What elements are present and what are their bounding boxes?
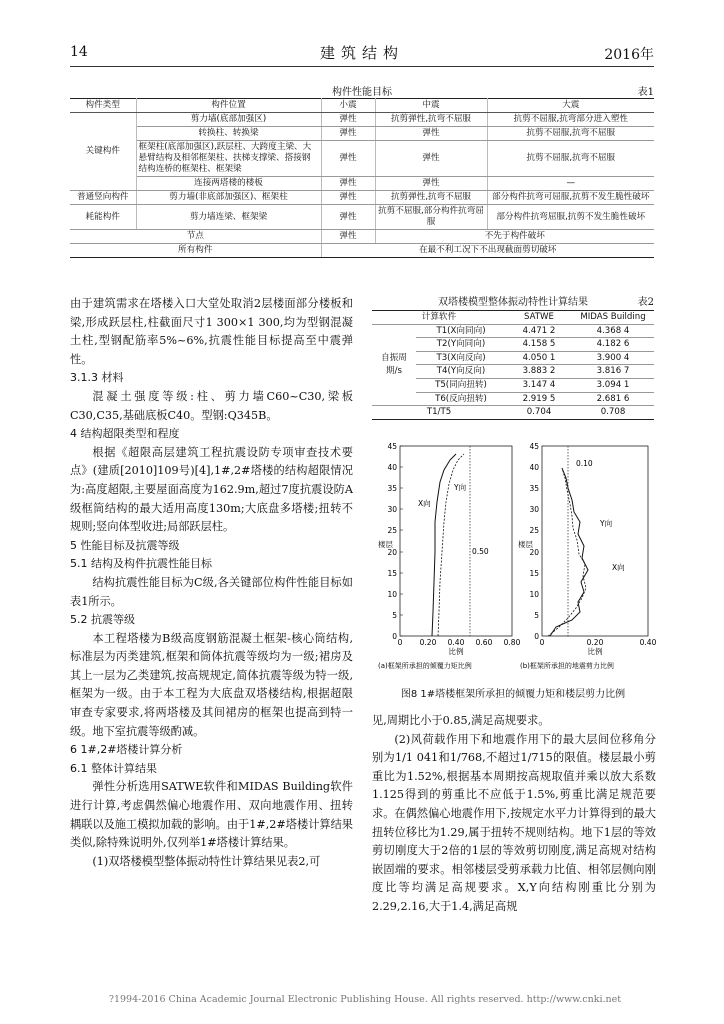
table1-cell: 节点 bbox=[70, 230, 321, 244]
table1-cell: 弹性 bbox=[321, 141, 375, 177]
chart-a-ylabel: 楼层 bbox=[378, 540, 393, 549]
section-heading: 4 结构超限类型和程度 bbox=[70, 427, 180, 441]
table1-cell: 剪力墙连梁、框架梁 bbox=[136, 205, 321, 230]
table2-cell: T3(X向反向) bbox=[416, 351, 506, 365]
ytick-label: 25 bbox=[387, 526, 397, 535]
right-column bbox=[372, 712, 656, 917]
table2-header-cell: 计算软件 bbox=[372, 311, 506, 325]
section-heading: 5 性能目标及抗震等级 bbox=[70, 538, 180, 552]
table1-cell: 弹性 bbox=[375, 127, 487, 141]
chart-b-xlabel: 比例 bbox=[587, 647, 603, 656]
paragraph: 由于建筑需求在塔楼入口大堂处取消2层楼面部分楼板和梁,形成跃层柱,柱截面尺寸1 300×1 300,均为型钢混凝土柱,型钢配筋率5%~6%,抗震性能目标提高至中震弹性。 bbox=[70, 297, 353, 366]
table2-cell: 3.094 1 bbox=[572, 378, 654, 392]
table2-cell: 3.816 7 bbox=[572, 365, 654, 379]
paragraph: (2)风荷载作用下和地震作用下的最大层间位移角分别为1/1 041和1/768,不超过1/715的限值。楼层最小剪重比为1.52%,根据基本周期按高规取值并乘以放大系数1.125得到的剪重比不应低于1.5%,剪重比满足规范要求。在偶然偏心地震作用下,按规定水平力计算得到的最大扭转位移比为1.29,属于扭转不规则结构。地下1层的等效剪切刚度大于2倍的1层的等效剪切刚度,满足高规对结构嵌固端的要求。相邻楼层受剪承载力比值、相邻层侧向刚度比等均满足高规要求。X,Y向结构刚重比分别为2.29,2.16,大于1.4,满足高规 bbox=[372, 732, 656, 913]
chart-b-label-y: Y向 bbox=[600, 519, 613, 528]
table1-cell: 抗剪不屈服,抗弯不屈服 bbox=[487, 141, 654, 177]
table-row bbox=[70, 127, 654, 141]
table2-header-cell: SATWE bbox=[506, 311, 572, 325]
paragraph: 根据《超限高层建筑工程抗震设防专项审查技术要点》(建质[2010]109号)[4],1#,2#塔楼的结构超限情况为:高度超限,主要屋面高度为162.9m,超过7度抗震设防A级框筒结构的最大适用高度130m;大底盘多塔楼;扭转不规则;竖向体型收进;局部跃层柱。 bbox=[70, 445, 353, 534]
paragraph: 本工程塔楼为B级高度钢筋混凝土框架-核心筒结构,标准层为丙类建筑,框架和筒体抗震等级均为一级;裙房及其上一层为乙类建筑,按高规规定,简体抗震等级为特一级,框架为一级。由于本工程为大底盘双塔楼结构,根据超限审查专家要求,将两塔楼及其间裙房的框架也提高到特一级。地下室抗震等级酌减。 bbox=[70, 631, 353, 738]
subcaption-a: (a)框架所承担的倾覆力矩比例 bbox=[378, 662, 472, 670]
paragraph: 混凝土强度等级:柱、剪力墙C60~C30,梁板C30,C35,基础底板C40。型钢:Q345B。 bbox=[70, 389, 353, 422]
table1-performance-targets bbox=[70, 98, 654, 258]
left-column bbox=[70, 295, 353, 871]
chart-a-xlabel: 比例 bbox=[448, 647, 464, 656]
xtick-label: 0.60 bbox=[475, 638, 493, 647]
table2-cell: 3.883 2 bbox=[506, 365, 572, 379]
table2-cell: 2.919 5 bbox=[506, 392, 572, 406]
table1-number: 表1 bbox=[637, 87, 654, 98]
table1-title: 构件性能目标 bbox=[332, 87, 392, 98]
table1-header-cell: 小震 bbox=[321, 99, 375, 113]
ytick-label: 30 bbox=[529, 505, 539, 514]
chart-b-series-x bbox=[550, 468, 588, 636]
table2-header-row bbox=[372, 311, 654, 325]
section-heading: 5.1 结构及构件抗震性能目标 bbox=[70, 557, 212, 571]
chart-b-ylabel: 楼层 bbox=[518, 540, 533, 549]
footer-copyright: ?1994-2016 China Academic Journal Electronic Publishing House. All rights reserved. http://www.cnki.net bbox=[108, 994, 622, 1005]
chart-b-xtick-labels bbox=[540, 638, 657, 656]
table2-cell: T5(同向扭转) bbox=[416, 378, 506, 392]
table1-cell: 剪力墙(底部加强区) bbox=[136, 113, 321, 127]
table1-cell: 在最不利工况下不出现截面剪切破坏 bbox=[321, 244, 654, 258]
ytick-label: 45 bbox=[387, 442, 397, 451]
table1-cell: 抗剪弹性,抗弯不屈服 bbox=[375, 113, 487, 127]
xtick-label: 0 bbox=[397, 638, 403, 647]
chart-a-series-x bbox=[432, 454, 456, 636]
chart-b-label-x: X向 bbox=[612, 563, 625, 572]
subcaption-b: (b)框架所承担的地震剪力比例 bbox=[520, 662, 614, 670]
ytick-label: 15 bbox=[387, 569, 397, 578]
chart-a-ref-label: 0.50 bbox=[472, 547, 489, 556]
table1-cell: 抗剪不屈服,抗弯不屈服 bbox=[487, 127, 654, 141]
paragraph: 见,周期比小于0.85,满足高规要求。 bbox=[372, 714, 550, 727]
page-header bbox=[70, 44, 654, 67]
table1-header-cell: 构件类型 bbox=[70, 99, 136, 113]
table2-cell: 3.900 4 bbox=[572, 351, 654, 365]
table1-cell: 关键构件 bbox=[70, 113, 136, 191]
chart-a-label-y: Y向 bbox=[454, 483, 467, 492]
table1-cell: 剪力墙(非底部加强区)、框架柱 bbox=[136, 191, 321, 205]
chart-a-label-x: X向 bbox=[418, 499, 431, 508]
table2-cell: 0.708 bbox=[572, 406, 654, 420]
table-row bbox=[70, 244, 654, 258]
table2-cell: 4.471 2 bbox=[506, 324, 572, 338]
chart-a-xtick-labels bbox=[398, 638, 521, 656]
table2-cell: T4(Y向反向) bbox=[416, 365, 506, 379]
section-heading: 6.1 整体计算结果 bbox=[70, 761, 157, 775]
table2-cell: 3.147 4 bbox=[506, 378, 572, 392]
table2-cell: 4.368 4 bbox=[572, 324, 654, 338]
table1-header-row bbox=[70, 99, 654, 113]
table1-caption bbox=[70, 83, 654, 98]
table1-cell: 弹性 bbox=[321, 113, 375, 127]
table1-cell: 耗能构件 bbox=[70, 205, 136, 230]
journal-year: 2016年 bbox=[604, 47, 654, 63]
chart-a-frame bbox=[400, 446, 512, 636]
table1-cell: 框架柱(底部加强区),跃层柱、大跨度主梁、大悬臂结构及相邻框架柱、扶梯支撑梁、搭接钢结构连桥的框架柱、框架梁 bbox=[136, 141, 321, 177]
table2-group-cell: 自振周期/s bbox=[372, 324, 416, 406]
section-heading: 3.1.3 材料 bbox=[70, 371, 124, 385]
ytick-label: 0 bbox=[534, 632, 539, 641]
figure8-caption: 图8 1#塔楼框架所承担的倾覆力矩和楼层剪力比例 bbox=[400, 689, 626, 700]
table1-cell: 抗剪弹性,抗弯不屈服 bbox=[375, 191, 487, 205]
table1-cell: 弹性 bbox=[375, 141, 487, 177]
table1-cell: 抗剪不屈服,部分构件抗弯屈服 bbox=[375, 205, 487, 230]
ytick-label: 0 bbox=[392, 632, 397, 641]
journal-title: 建筑结构 bbox=[319, 44, 404, 62]
table2-cell: T1/T5 bbox=[372, 406, 506, 420]
table2-cell: T6(反向扭转) bbox=[416, 392, 506, 406]
table1-header-cell: 大震 bbox=[487, 99, 654, 113]
ytick-label: 5 bbox=[392, 611, 397, 620]
ytick-label: 10 bbox=[529, 590, 539, 599]
ytick-label: 10 bbox=[387, 590, 397, 599]
table1-cell: 不先于构件破坏 bbox=[375, 230, 654, 244]
table-row bbox=[70, 113, 654, 127]
table-row bbox=[70, 230, 654, 244]
chart-b bbox=[518, 442, 657, 656]
table1-cell: 部分构件抗弯屈服,抗剪不发生脆性破坏 bbox=[487, 205, 654, 230]
table2-cell: 4.050 1 bbox=[506, 351, 572, 365]
paragraph: 结构抗震性能目标为C级,各关键部位构件性能目标如表1所示。 bbox=[70, 575, 353, 608]
table1-cell: 抗剪不屈服,抗弯部分进入塑性 bbox=[487, 113, 654, 127]
xtick-label: 0.80 bbox=[503, 638, 521, 647]
table2-cell: 0.704 bbox=[506, 406, 572, 420]
xtick-label: 0.40 bbox=[639, 638, 657, 647]
ytick-label: 15 bbox=[529, 569, 539, 578]
section-heading: 5.2 抗震等级 bbox=[70, 613, 135, 627]
table1-cell: 弹性 bbox=[321, 177, 375, 191]
chart-a bbox=[378, 442, 521, 656]
table2-number: 表2 bbox=[637, 297, 654, 308]
ytick-label: 45 bbox=[529, 442, 539, 451]
table-row bbox=[70, 141, 654, 177]
paragraph: 弹性分析选用SATWE软件和MIDAS Building软件进行计算,考虑偶然偏心地震作用、双向地震作用、扭转耦联以及施工模拟加载的影响。由于1#,2#塔楼计算结果类似,除特殊说明外,仅列举1#塔楼计算结果。 bbox=[70, 780, 353, 850]
table1-cell: 部分构件抗弯可屈服,抗剪不发生脆性破坏 bbox=[487, 191, 654, 205]
table1-cell: 转换柱、转换梁 bbox=[136, 127, 321, 141]
ytick-label: 40 bbox=[529, 463, 539, 472]
table1-cell: 所有构件 bbox=[70, 244, 321, 258]
table1-cell: 连接两塔楼的楼板 bbox=[136, 177, 321, 191]
chart-b-series-y bbox=[548, 468, 586, 636]
chart-b-ref-label: 0.10 bbox=[576, 459, 593, 468]
table2-title: 双塔楼模型整体振动特性计算结果 bbox=[438, 297, 588, 308]
table1-cell: 普通竖向构件 bbox=[70, 191, 136, 205]
xtick-label: 0.40 bbox=[447, 638, 465, 647]
chart-b-frame bbox=[542, 446, 648, 636]
table-row bbox=[70, 191, 654, 205]
xtick-label: 0.20 bbox=[419, 638, 437, 647]
table1-header-cell: 中震 bbox=[375, 99, 487, 113]
ytick-label: 30 bbox=[387, 505, 397, 514]
ytick-label: 40 bbox=[387, 463, 397, 472]
table1-cell: — bbox=[487, 177, 654, 191]
ytick-label: 5 bbox=[534, 611, 539, 620]
table2-cell: 4.158 5 bbox=[506, 338, 572, 352]
table1-cell: 弹性 bbox=[375, 177, 487, 191]
table1-header-cell: 构件位置 bbox=[136, 99, 321, 113]
table1-cell: 弹性 bbox=[321, 191, 375, 205]
table1-cell: 弹性 bbox=[321, 205, 375, 230]
table-row bbox=[70, 205, 654, 230]
table2-cell: 2.681 6 bbox=[572, 392, 654, 406]
table2-caption bbox=[372, 293, 654, 308]
table1-cell: 弹性 bbox=[321, 127, 375, 141]
ytick-label: 35 bbox=[387, 484, 397, 493]
table2-cell: T1(X向同向) bbox=[416, 324, 506, 338]
table1-cell: 弹性 bbox=[321, 230, 375, 244]
ytick-label: 25 bbox=[529, 526, 539, 535]
ytick-label: 35 bbox=[529, 484, 539, 493]
table-row bbox=[70, 177, 654, 191]
xtick-label: 0.20 bbox=[586, 638, 604, 647]
chart-a-series-y bbox=[438, 454, 464, 636]
table2-header-cell: MIDAS Building bbox=[572, 311, 654, 325]
chart-a-yticks bbox=[400, 446, 403, 636]
section-heading: 6 1#,2#塔楼计算分析 bbox=[70, 743, 183, 757]
ytick-label: 20 bbox=[387, 548, 397, 557]
table2-cell: 4.182 6 bbox=[572, 338, 654, 352]
ytick-label: 20 bbox=[529, 548, 539, 557]
figure8-charts bbox=[372, 442, 657, 674]
table-row bbox=[372, 324, 654, 338]
xtick-label: 0 bbox=[539, 638, 545, 647]
page-number: 14 bbox=[70, 44, 88, 60]
table2-cell: T2(Y向同向) bbox=[416, 338, 506, 352]
table2-vibration-periods bbox=[372, 310, 654, 420]
paragraph: (1)双塔楼模型整体振动特性计算结果见表2,可 bbox=[92, 854, 321, 868]
table-row bbox=[372, 406, 654, 420]
